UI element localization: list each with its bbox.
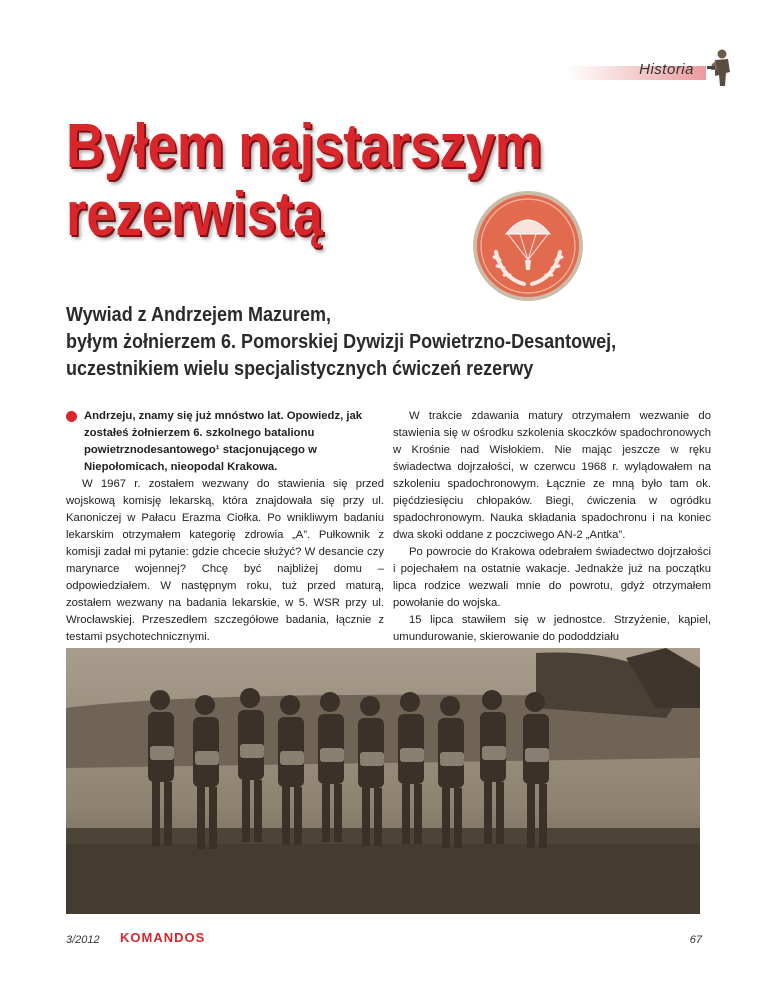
article-headline [66, 113, 542, 249]
lead-line-2: byłym żołnierzem 6. Pomorskiej Dywizji Powietrzno-Desantowej, [66, 331, 617, 353]
lead-line-3: uczestnikiem wielu specjalistycznych ćwiczeń rezerwy [66, 358, 534, 380]
article-lead [66, 302, 696, 383]
article-column-right [393, 408, 711, 646]
paragraph: Po powrocie do Krakowa odebrałem świadectwo dojrzałości i pojechałem na ostatnie wakacje. Jednakże już na początku lipca rodzice wezwali mnie do powrotu, gdyż otrzymałem powołanie do wojska. [393, 546, 711, 609]
magazine-logo: KOMANDOS [120, 930, 206, 945]
question-text: Andrzeju, znamy się już mnóstwo lat. Opowiedz, jak zostałeś żołnierzem 6. szkolnego batalionu powietrznodesantowego¹ stacjonującego w Niepołomicach, nieopodal Krakowa. [84, 410, 363, 473]
paratroopers-photo [66, 648, 700, 914]
issue-number: 3/2012 [66, 934, 100, 946]
headline-line-2: rezerwistą [66, 180, 323, 249]
section-header [566, 48, 736, 92]
soldier-figure-icon [704, 48, 736, 88]
paragraph: W trakcie zdawania matury otrzymałem wezwanie do stawienia się w ośrodku szkolenia skoczków spadochronowych w Krośnie nad Wisłokiem. Nie mając jeszcze w ręku świadectwa dojrzałości, w czerwcu 1968 r. wylądowałem na szkoleniu spadochronowym. Łącznie ze mną było tam ok. pięćdziesięciu chłopaków. Biegi, ćwiczenia w ogródku spadochronowym. Nauka składania spadochronu i na koniec dwa skoki oddane z poczciwego AN-2 „Antka”. [393, 410, 711, 541]
headline-line-1: Byłem najstarszym [66, 112, 542, 181]
article-column-left [66, 408, 384, 646]
section-label: Historia [639, 61, 694, 78]
parachute-badge-icon [472, 190, 584, 302]
lead-line-1: Wywiad z Andrzejem Mazurem, [66, 304, 332, 326]
question-bullet-icon [66, 411, 77, 422]
paragraph: 15 lipca stawiłem się w jednostce. Strzyżenie, kąpiel, umundurowanie, skierowanie do pododdziału [393, 614, 711, 643]
answer-paragraph: W 1967 r. zostałem wezwany do stawienia się przed wojskową komisję lekarską, która znajdowała się przy ul. Kanoniczej w Pałacu Erazma Ciołka. Po wnikliwym badaniu lekarskim otrzymałem kategorię zdrowia „A”. Pułkownik z komisji zadał mi pytanie: gdzie chcecie służyć? W desancie czy marynarce wojennej? Chcę być najbliżej domu – odpowiedziałem. W następnym roku, tuż przed maturą, zostałem wezwany na badania lekarskie, w 5. WSR przy ul. Wrocławskiej. Przeszedłem szczegółowe badania, łącznie z testami psychotechnicznymi. [66, 478, 384, 643]
interview-question [66, 408, 384, 476]
page-number: 67 [689, 934, 702, 946]
